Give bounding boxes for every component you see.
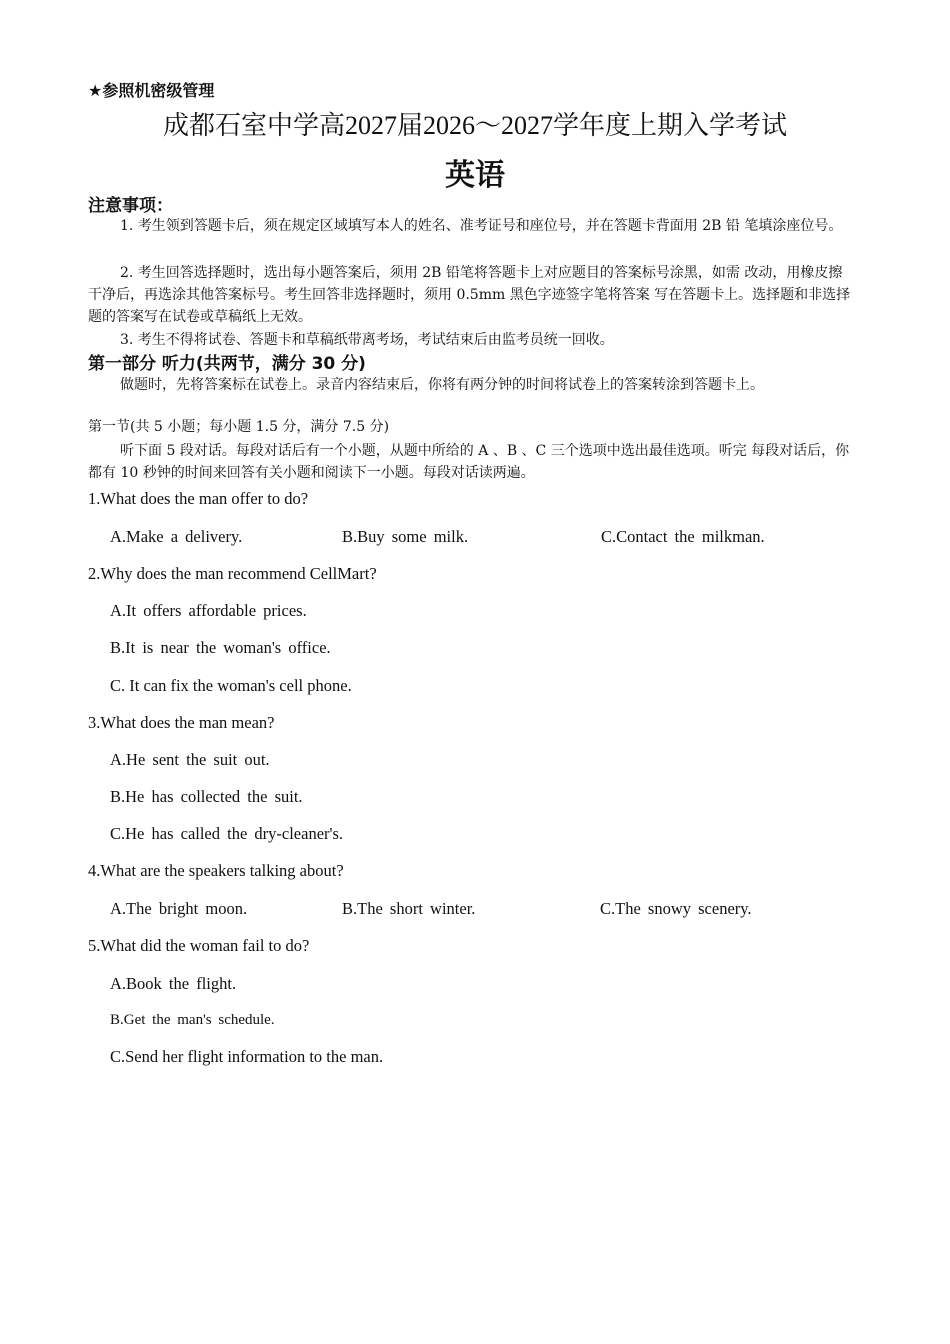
question-4-option-c: C.The snowy scenery. xyxy=(600,899,752,918)
part1-instruction: 做题时，先将答案标在试卷上。录音内容结束后，你将有两分钟的时间将试卷上的答案转涂到答题卡上。 xyxy=(120,377,764,393)
question-1-option-a: A.Make a delivery. xyxy=(110,527,243,546)
question-2-option-b: B.It is near the woman's office. xyxy=(110,638,331,657)
question-5-option-a: A.Book the flight. xyxy=(110,974,237,993)
question-1-option-c: C.Contact the milkman. xyxy=(601,527,765,546)
notice-heading: 注意事项： xyxy=(88,196,173,216)
notice-item-2: 2. 考生回答选择题时，选出每小题答案后，须用 2B 铅笔将答题卡上对应题目的答案标号涂黑，如需 改动，用橡皮擦干净后，再选涂其他答案标号。考生回答非选择题时，须用 0.5mm 黑色字迹签字笔将答案 写在答题卡上。选择题和非选择题的答案写在试卷或草稿纸上无效。 xyxy=(88,265,851,325)
question-5-option-b: B.Get the man's schedule. xyxy=(110,1012,275,1028)
question-5-option-c: C.Send her flight information to the man. xyxy=(110,1047,384,1066)
question-5-stem: 5.What did the woman fail to do? xyxy=(88,936,310,955)
question-4-option-b: B.The short winter. xyxy=(342,899,476,918)
question-2-option-a: A.It offers affordable prices. xyxy=(110,601,307,620)
question-2-option-c: C. It can fix the woman's cell phone. xyxy=(110,676,352,695)
question-3-option-a: A.He sent the suit out. xyxy=(110,750,270,769)
subject-title: 英语 xyxy=(445,158,505,193)
exam-title: 成都石室中学高2027届2026～2027学年度上期入学考试 xyxy=(162,111,787,140)
notice-item-1: 1. 考生领到答题卡后，须在规定区域填写本人的姓名、准考证号和座位号，并在答题卡背面用 2B 铅 笔填涂座位号。 xyxy=(120,218,843,234)
question-4-stem: 4.What are the speakers talking about? xyxy=(88,861,344,880)
question-1-option-b: B.Buy some milk. xyxy=(342,527,469,546)
secrecy-label: ★参照机密级管理 xyxy=(88,81,215,100)
question-3-option-c: C.He has called the dry-cleaner's. xyxy=(110,824,344,843)
question-4-option-a: A.The bright moon. xyxy=(110,899,248,918)
question-3-stem: 3.What does the man mean? xyxy=(88,713,275,732)
section1-heading: 第一节(共 5 小题；每小题 1.5 分，满分 7.5 分) xyxy=(88,419,390,435)
part1-heading: 第一部分 听力(共两节，满分 30 分) xyxy=(88,354,366,374)
notice-item-3: 3. 考生不得将试卷、答题卡和草稿纸带离考场，考试结束后由监考员统一回收。 xyxy=(120,332,614,348)
question-3-option-b: B.He has collected the suit. xyxy=(110,787,303,806)
question-1-stem: 1.What does the man offer to do? xyxy=(88,489,309,508)
section1-instruction: 听下面 5 段对话。每段对话后有一个小题，从题中所给的 A 、B 、C 三个选项中选出最佳选项。听完 每段对话后，你都有 10 秒钟的时间来回答有关小题和阅读下一小题。每段对话读两遍。 xyxy=(88,443,850,481)
question-2-stem: 2.Why does the man recommend CellMart? xyxy=(88,564,377,583)
